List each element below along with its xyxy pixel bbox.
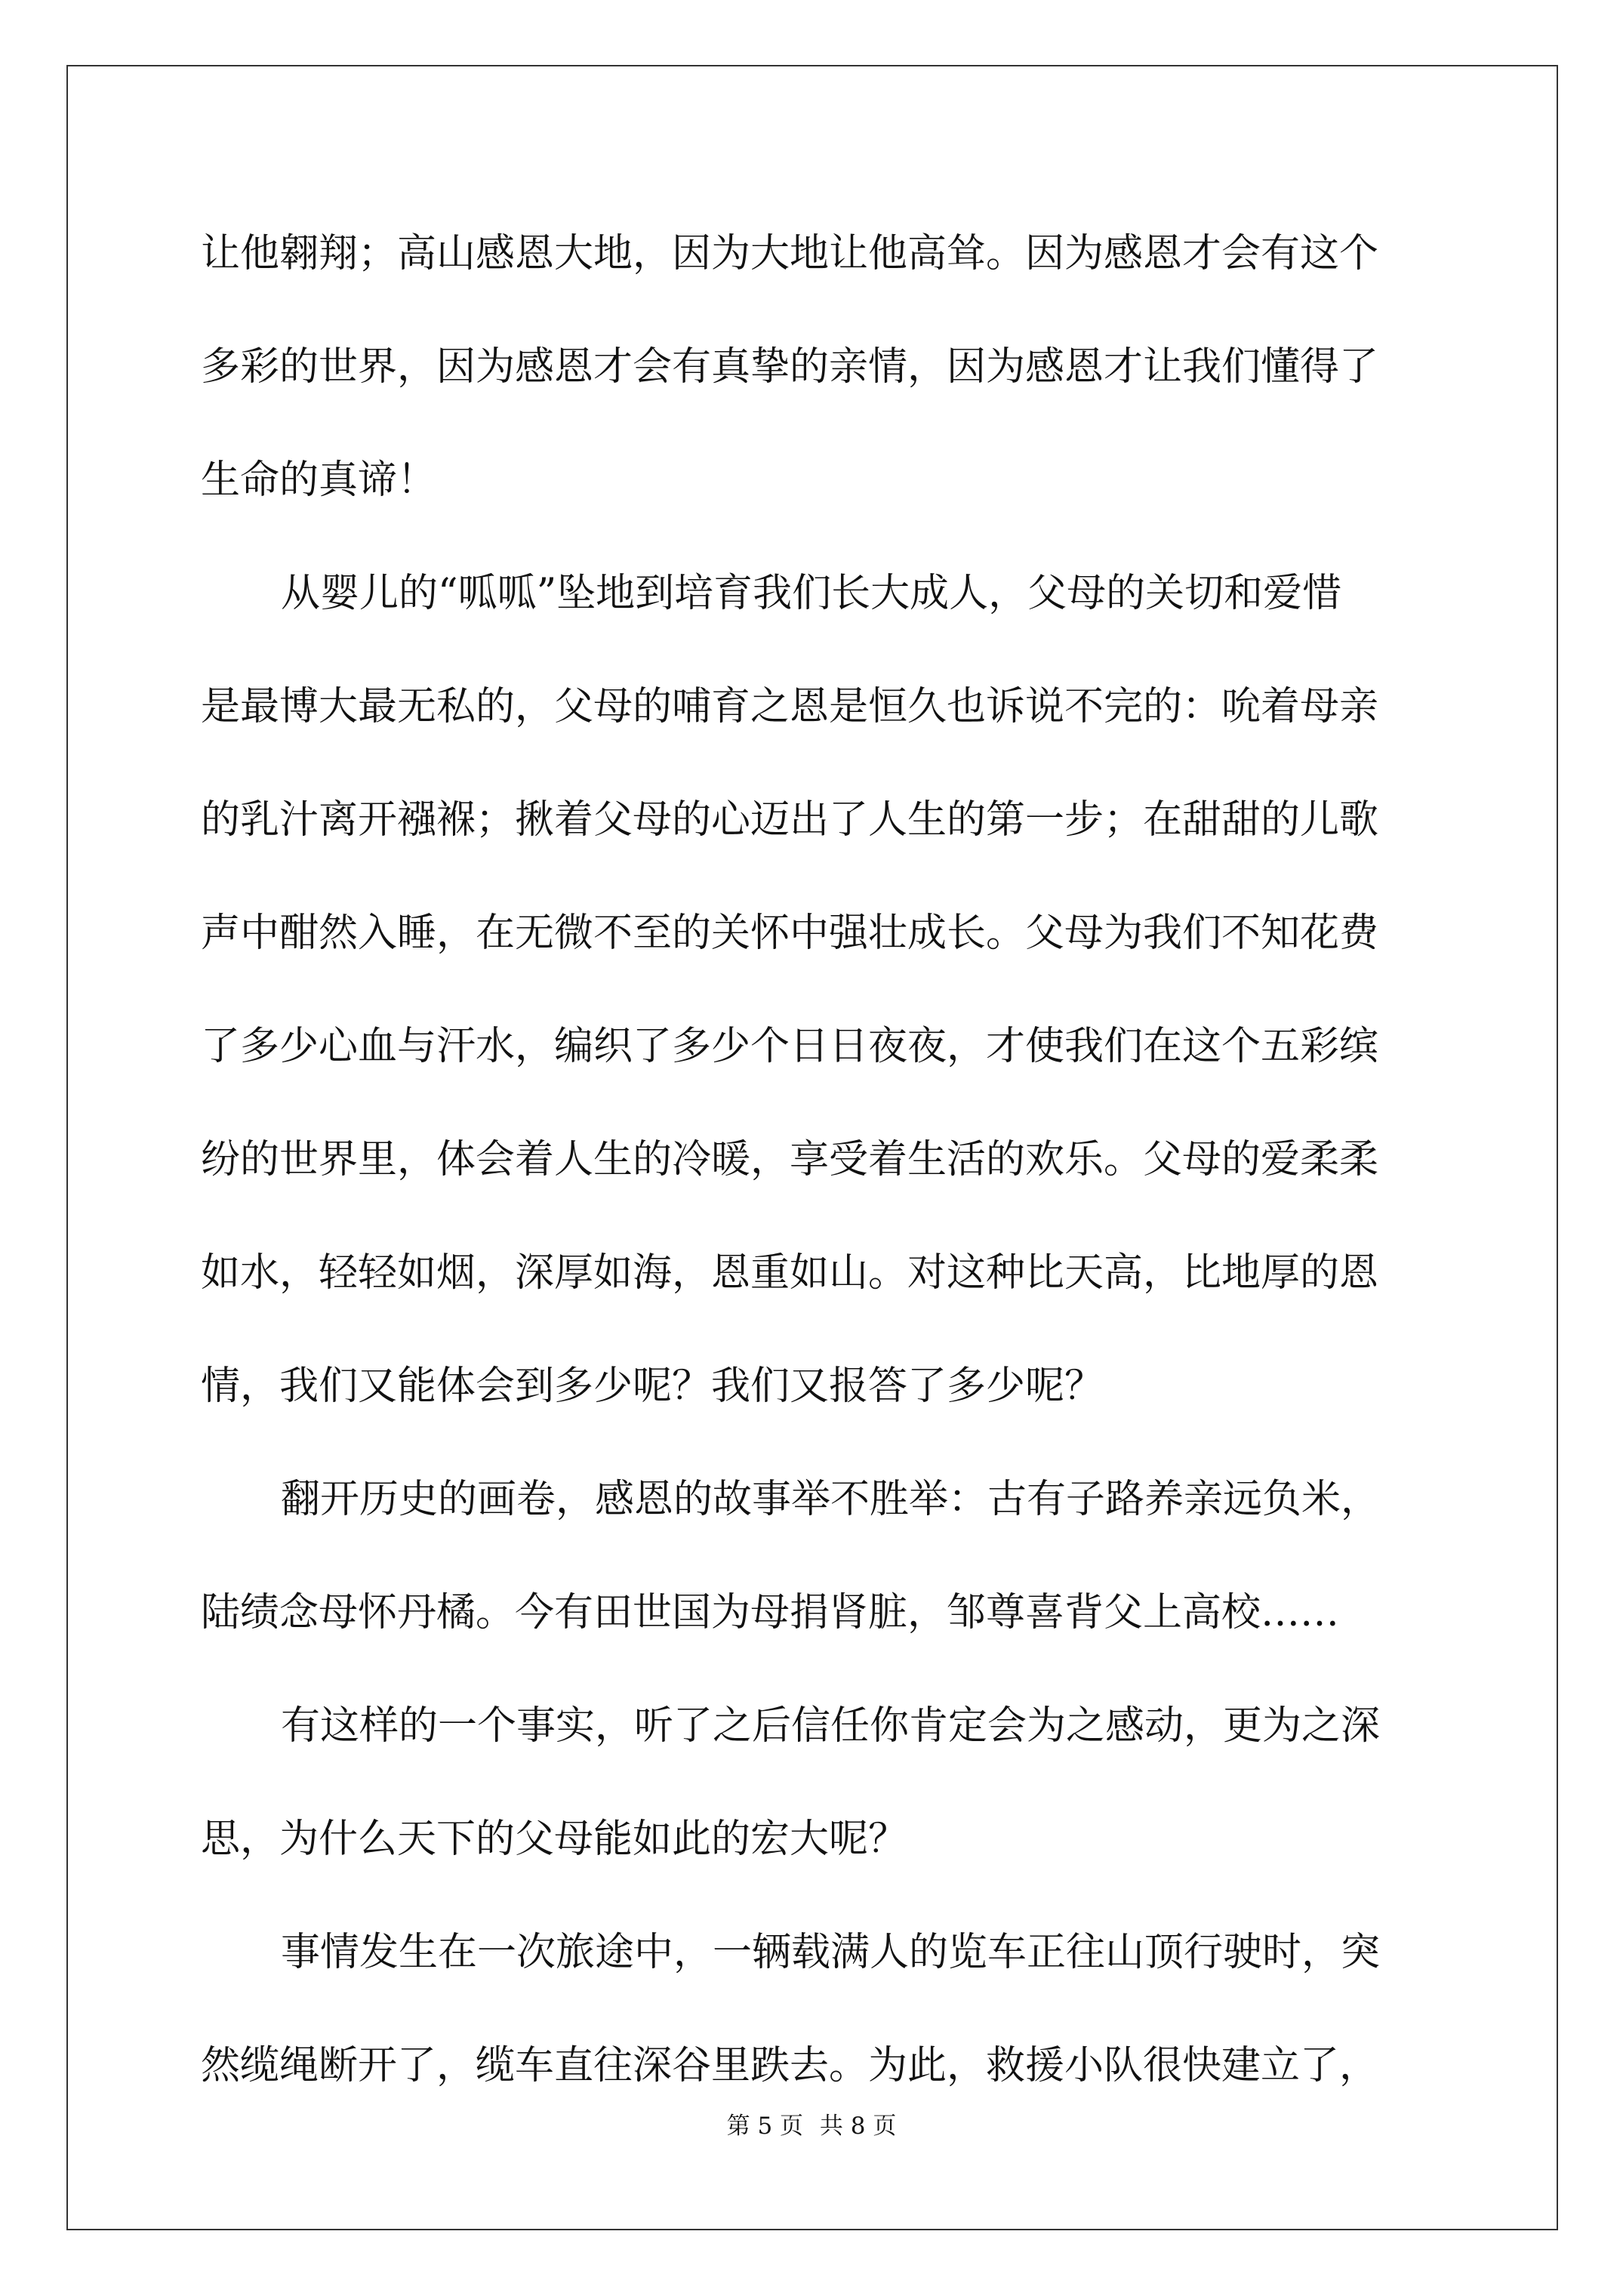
text-line: 多彩的世界，因为感恩才会有真挚的亲情，因为感恩才让我们懂得了 xyxy=(201,344,1379,390)
text-line: 的乳汁离开襁褓；揪着父母的心迈出了人生的第一步；在甜甜的儿歌 xyxy=(201,797,1379,843)
paragraph-first-line: 事情发生在一次旅途中，一辆载满人的览车正往山顶行驶时，突 xyxy=(281,1930,1381,1975)
text-line: 然缆绳断开了，缆车直往深谷里跌去。为此，救援小队很快建立了， xyxy=(201,2043,1379,2088)
text-line: 了多少心血与汗水，编织了多少个日日夜夜，才使我们在这个五彩缤 xyxy=(201,1024,1379,1069)
text-line: 如水，轻轻如烟，深厚如海，恩重如山。对这种比天高，比地厚的恩 xyxy=(201,1250,1379,1296)
text-line: 情，我们又能体会到多少呢？我们又报答了多少呢？ xyxy=(201,1364,1104,1409)
page-footer xyxy=(0,2111,1623,2141)
text-line: 生命的真谛！ xyxy=(201,458,437,503)
text-line: 陆绩念母怀丹橘。今有田世国为母捐肾脏，邹尊喜背父上高校…… xyxy=(201,1590,1340,1635)
paragraph-first-line: 从婴儿的“呱呱”坠地到培育我们长大成人，父母的关切和爱惜 xyxy=(281,571,1342,616)
page-total: 共 8 页 xyxy=(819,2113,897,2140)
text-line: 思，为什么天下的父母能如此的宏大呢？ xyxy=(201,1817,908,1862)
text-line: 声中酣然入睡，在无微不至的关怀中强壮成长。父母为我们不知花费 xyxy=(201,911,1379,956)
paragraph-first-line: 翻开历史的画卷，感恩的故事举不胜举：古有子路养亲远负米， xyxy=(281,1477,1381,1522)
text-line: 纷的世界里，体会着人生的冷暖，享受着生活的欢乐。父母的爱柔柔 xyxy=(201,1137,1379,1182)
page-number: 第 5 页 xyxy=(726,2113,804,2140)
text-line: 让他翱翔；高山感恩大地，因为大地让他高耸。因为感恩才会有这个 xyxy=(201,231,1379,276)
paragraph-first-line: 有这样的一个事实，听了之后信任你肯定会为之感动，更为之深 xyxy=(281,1703,1381,1749)
text-line: 是最博大最无私的，父母的哺育之恩是恒久也诉说不完的：吮着母亲 xyxy=(201,684,1379,729)
